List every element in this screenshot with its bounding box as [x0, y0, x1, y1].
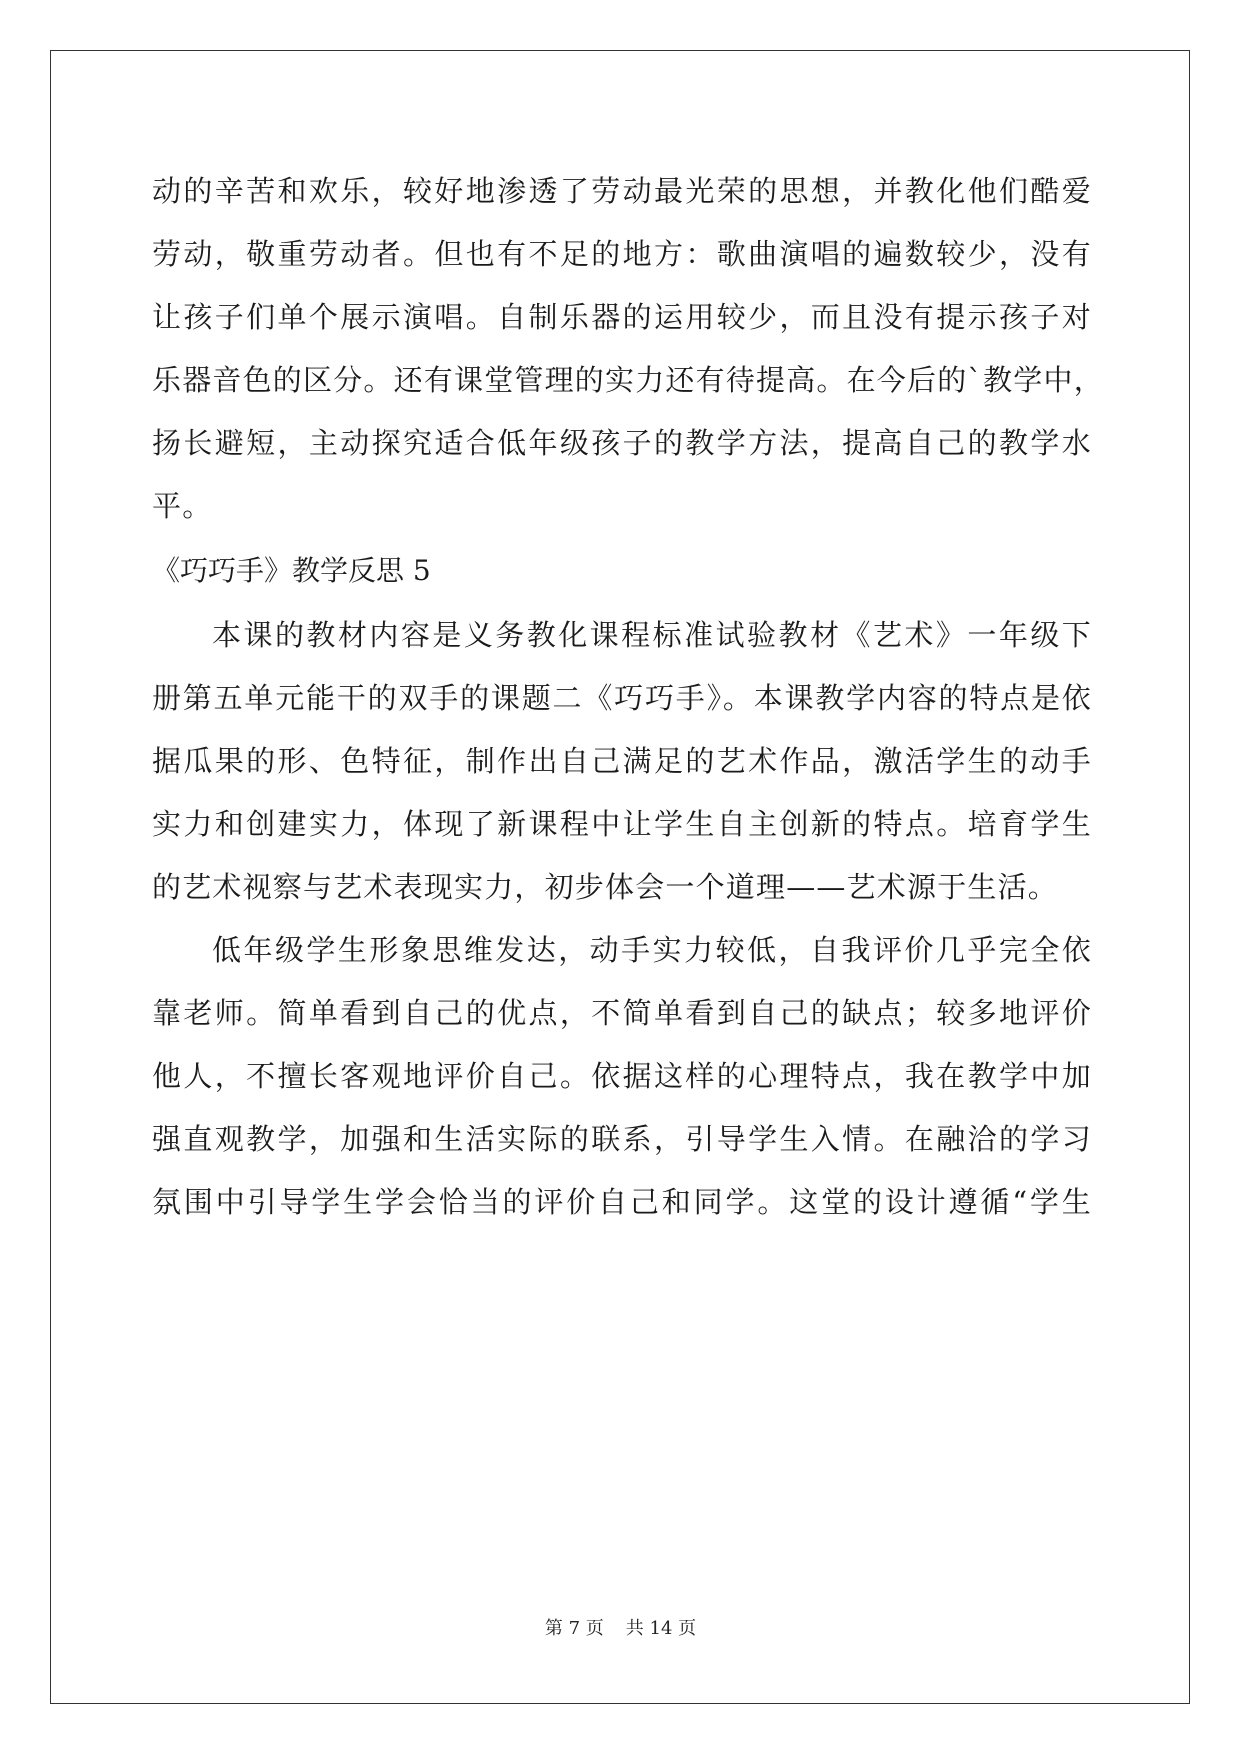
paragraph-continued — [152, 160, 1104, 538]
text-line: 让孩子们单个展示演唱。自制乐器的运用较少，而且没有提示孩子对 — [152, 300, 1092, 334]
text-line: 动的辛苦和欢乐，较好地渗透了劳动最光荣的思想，并教化他们酷爱 — [152, 174, 1092, 208]
text-line: 实力和创建实力，体现了新课程中让学生自主创新的特点。培育学生 — [152, 807, 1092, 841]
page-total: 共 14 页 — [625, 1618, 697, 1639]
text-line: 的艺术视察与艺术表现实力，初步体会一个道理——艺术源于生活。 — [152, 870, 1059, 904]
text-line: 强直观教学，加强和生活实际的联系，引导学生入情。在融洽的学习 — [152, 1122, 1092, 1156]
paragraph — [152, 604, 1092, 919]
text-line: 平。 — [152, 489, 213, 523]
text-line: 劳动，敬重劳动者。但也有不足的地方：歌曲演唱的遍数较少，没有 — [152, 237, 1092, 271]
text-line: 乐器音色的区分。还有课堂管理的实力还有待提高。在今后的`教学中， — [152, 363, 1104, 397]
section-heading: 《巧巧手》教学反思 5 — [152, 554, 431, 587]
text-line: 靠老师。简单看到自己的优点，不简单看到自己的缺点；较多地评价 — [152, 996, 1092, 1030]
document-body — [152, 160, 1104, 1234]
page-number: 第 7 页 — [544, 1618, 604, 1639]
text-line: 本课的教材内容是义务教化课程标准试验教材《艺术》一年级下 — [212, 618, 1092, 652]
text-line: 册第五单元能干的双手的课题二《巧巧手》。本课教学内容的特点是依 — [152, 681, 1092, 715]
text-line: 据瓜果的形、色特征，制作出自己满足的艺术作品，激活学生的动手 — [152, 744, 1092, 778]
text-line: 扬长避短，主动探究适合低年级孩子的教学方法，提高自己的教学水 — [152, 426, 1092, 460]
text-line: 低年级学生形象思维发达，动手实力较低，自我评价几乎完全依 — [212, 933, 1092, 967]
text-line: 他人，不擅长客观地评价自己。依据这样的心理特点，我在教学中加 — [152, 1059, 1092, 1093]
paragraph — [152, 919, 1092, 1234]
text-line: 氛围中引导学生学会恰当的评价自己和同学。这堂的设计遵循“学生 — [152, 1185, 1092, 1219]
page-footer — [0, 1614, 1241, 1640]
